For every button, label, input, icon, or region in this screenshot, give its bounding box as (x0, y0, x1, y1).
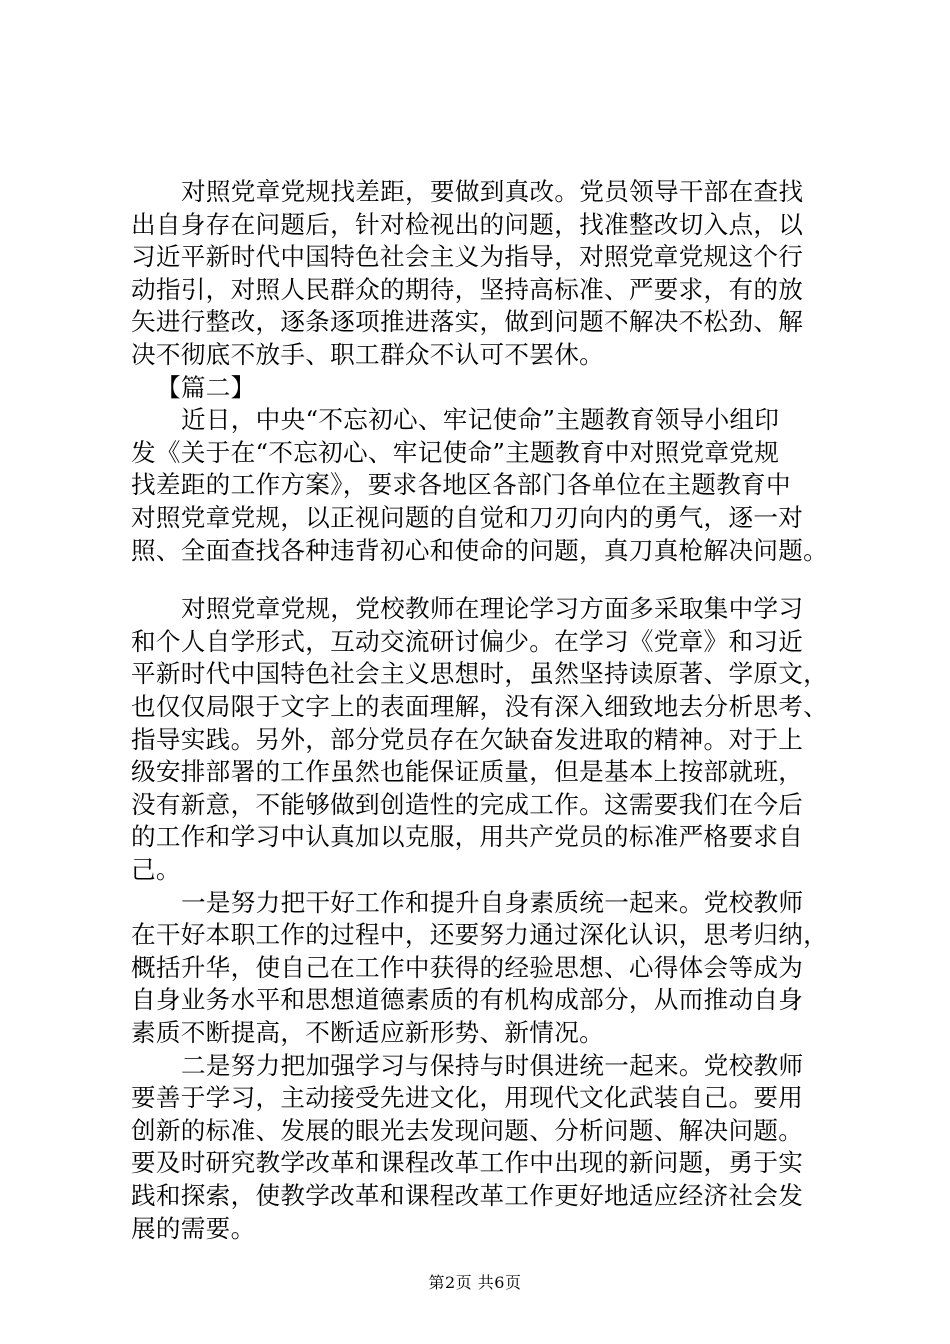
section-heading: 【篇二】 (156, 373, 256, 402)
paragraph-line: 和个人自学形式，互动交流研讨偏少。在学习《党章》和习近 (131, 627, 804, 656)
paragraph-line: 照、全面查找各种违背初心和使命的问题，真刀真枪解决问题。 (131, 536, 829, 565)
paragraph-line: 概括升华，使自己在工作中获得的经验思想、心得体会等成为 (131, 953, 804, 982)
paragraph-line: 二是努力把加强学习与保持与时俱进统一起来。党校教师 (181, 1051, 804, 1080)
paragraph-line: 要及时研究教学改革和课程改革工作中出现的新问题，勇于实 (131, 1148, 804, 1177)
paragraph-line: 也仅仅局限于文字上的表面理解，没有深入细致地去分析思考、 (131, 692, 829, 721)
paragraph-line: 矢进行整改，逐条逐项推进落实，做到问题不解决不松劲、解 (131, 307, 804, 336)
paragraph-line: 展的需要。 (131, 1214, 256, 1243)
paragraph-line: 动指引，对照人民群众的期待，坚持高标准、严要求，有的放 (131, 275, 804, 304)
paragraph-line: 创新的标准、发展的眼光去发现问题、分析问题、解决问题。 (131, 1116, 804, 1145)
paragraph-line: 一是努力把干好工作和提升自身素质统一起来。党校教师 (181, 888, 804, 917)
paragraph-line: 践和探索，使教学改革和课程改革工作更好地适应经济社会发 (131, 1181, 804, 1210)
paragraph-line: 习近平新时代中国特色社会主义为指导，对照党章党规这个行 (131, 242, 804, 271)
paragraph-line: 对照党章党规，以正视问题的自觉和刀刃向内的勇气，逐一对 (131, 503, 804, 532)
paragraph-line: 发《关于在“不忘初心、牢记使命”主题教育中对照党章党规 (131, 438, 780, 467)
paragraph-line: 没有新意，不能够做到创造性的完成工作。这需要我们在今后 (131, 790, 804, 819)
paragraph-line: 决不彻底不放手、职工群众不认可不罢休。 (131, 340, 604, 369)
paragraph-line: 素质不断提高，不断适应新形势、新情况。 (131, 1018, 604, 1047)
paragraph-line: 的工作和学习中认真加以克服，用共产党员的标准严格要求自 (131, 822, 804, 851)
paragraph-line: 出自身存在问题后，针对检视出的问题，找准整改切入点，以 (131, 210, 804, 239)
paragraph-line: 近日，中央“不忘初心、牢记使命”主题教育领导小组印 (181, 405, 780, 434)
paragraph-line: 平新时代中国特色社会主义思想时，虽然坚持读原著、学原文， (131, 659, 829, 688)
paragraph-line: 己。 (131, 855, 181, 884)
page-footer: 第2页 共6页 (428, 1273, 522, 1292)
paragraph-line: 在干好本职工作的过程中，还要努力通过深化认识，思考归纳， (131, 920, 829, 949)
paragraph-line: 自身业务水平和思想道德素质的有机构成部分，从而推动自身 (131, 985, 804, 1014)
paragraph-line: 要善于学习，主动接受先进文化，用现代文化武装自己。要用 (131, 1083, 804, 1112)
paragraph-line: 指导实践。另外，部分党员存在欠缺奋发进取的精神。对于上 (131, 725, 804, 754)
paragraph-line: 找差距的工作方案》，要求各地区各部门各单位在主题教育中 (131, 470, 791, 499)
paragraph-line: 对照党章党规找差距，要做到真改。党员领导干部在查找 (181, 177, 804, 206)
paragraph-line: 对照党章党规，党校教师在理论学习方面多采取集中学习 (181, 594, 804, 623)
paragraph-line: 级安排部署的工作虽然也能保证质量，但是基本上按部就班， (131, 757, 804, 786)
